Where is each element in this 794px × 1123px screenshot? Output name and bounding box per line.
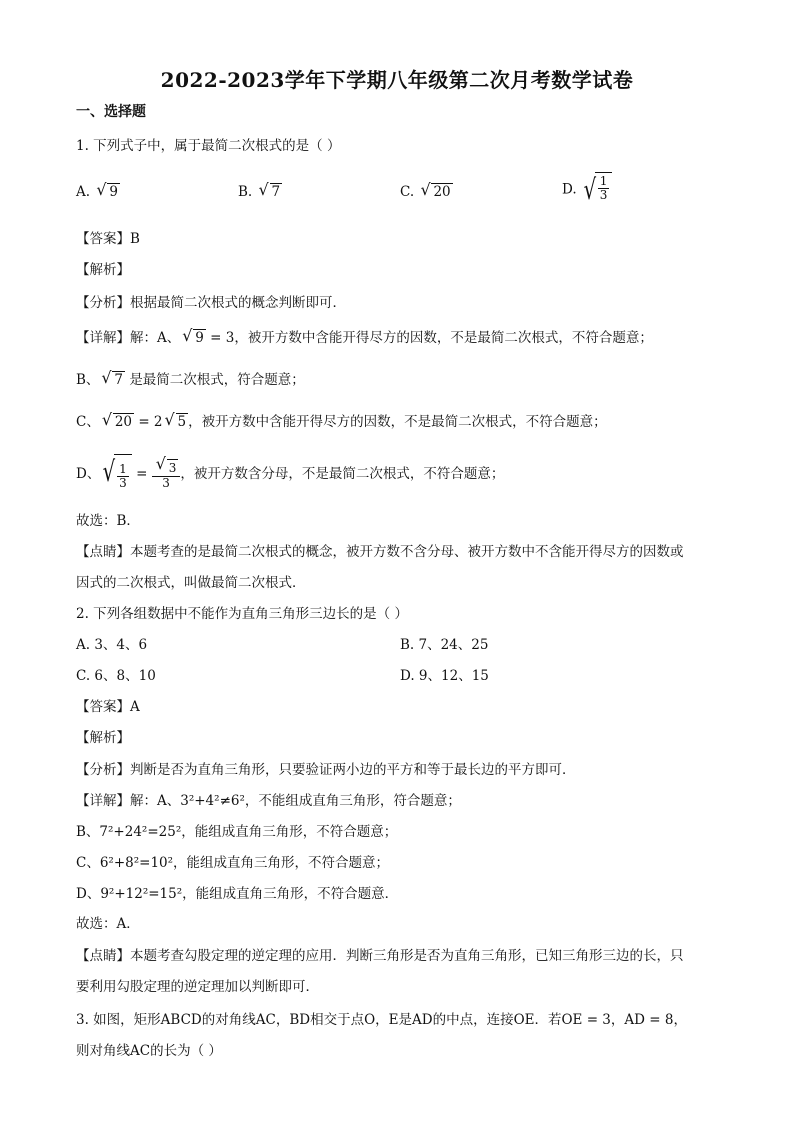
detail-tag: 【详解】	[76, 793, 130, 809]
q1-option-d	[562, 172, 612, 208]
q3-line-2: 则对角线AC的长为（ ）	[76, 1043, 222, 1059]
q1-option-c	[400, 182, 453, 202]
q3-line-1: 3. 如图，矩形ABCD的对角线AC，BD相交于点O，E是AD的中点，连接OE．若OE = 3，AD = 8，	[76, 1012, 687, 1028]
fraction	[152, 459, 181, 490]
q2-stem: 2. 下列各组数据中不能作为直角三角形三边长的是（ ）	[76, 606, 408, 622]
detail-prefix: D、	[76, 466, 101, 482]
q1-dianjing-2: 因式的二次根式，叫做最简二次根式．	[76, 575, 306, 591]
q1-choose: 故选：B．	[76, 513, 140, 529]
q2-dianjing-2: 要利用勾股定理的逆定理加以判断即可．	[76, 979, 319, 995]
q2-choose: 故选：A．	[76, 916, 140, 932]
detail-prefix: B、	[76, 372, 100, 388]
radicand: 20	[433, 184, 451, 200]
sqrt-symbol	[165, 412, 189, 432]
detail-prefix: 解：A、	[130, 330, 181, 346]
sqrt-symbol	[101, 370, 125, 390]
equation: = 3	[210, 330, 235, 346]
radicand: 9	[109, 184, 118, 200]
q1-answer	[76, 229, 140, 249]
q2-analysis-tag: 【解析】	[76, 730, 130, 746]
q2-option-b: B. 7、24、25	[400, 637, 489, 653]
q1-option-a	[76, 182, 120, 202]
detail-text: ，被开方数中含能开得尽方的因数，不是最简二次根式，不符合题意；	[234, 330, 653, 346]
q1-option-b	[238, 182, 282, 202]
answer-value: A	[130, 699, 140, 715]
equation: = 2	[138, 414, 163, 430]
fenxi-tag: 【分析】	[76, 762, 130, 778]
denominator: 3	[162, 476, 170, 490]
q1-detail-c	[76, 412, 607, 432]
detail-prefix: C、	[76, 414, 100, 430]
q2-option-a: A. 3、4、6	[76, 637, 148, 653]
sqrt-symbol	[259, 182, 283, 202]
answer-value: B	[130, 231, 140, 247]
answer-tag: 【答案】	[76, 231, 130, 247]
radicand: 7	[114, 372, 124, 388]
numerator: 1	[599, 174, 608, 188]
radicand: 20	[114, 414, 133, 430]
q2-fenxi	[76, 760, 576, 780]
section-choice: 一、选择题	[76, 104, 146, 120]
q1-detail-a	[76, 328, 653, 348]
sqrt-symbol	[102, 412, 134, 432]
sqrt-symbol	[420, 182, 452, 202]
dianjing-text: 本题考查的是最简二次根式的概念，被开方数不含分母、被开方数中不含能开得尽方的因数或	[130, 544, 684, 560]
detail-text: ，被开方数含分母，不是最简二次根式，不符合题意；	[180, 466, 505, 482]
q2-detail-b: B、7²+24²=25²，能组成直角三角形，不符合题意；	[76, 824, 398, 840]
detail-text: ，被开方数中含能开得尽方的因数，不是最简二次根式，不符合题意；	[188, 414, 607, 430]
q1-fenxi	[76, 293, 346, 313]
radicand: 5	[177, 414, 187, 430]
equation: =	[136, 466, 148, 482]
dianjing-text: 本题考查勾股定理的逆定理的应用．判断三角形是否为直角三角形，已知三角形三边的长，只	[130, 948, 684, 964]
q2-answer	[76, 697, 140, 717]
option-label: B.	[238, 184, 253, 200]
dianjing-tag: 【点睛】	[76, 948, 130, 964]
numerator: 1	[119, 462, 127, 476]
sqrt-symbol	[96, 182, 120, 202]
answer-tag: 【答案】	[76, 699, 130, 715]
q1-dianjing-1	[76, 542, 684, 562]
option-label: A.	[76, 184, 91, 200]
denominator: 3	[119, 476, 127, 490]
q2-option-d: D. 9、12、15	[400, 668, 489, 684]
fenxi-tag: 【分析】	[76, 295, 130, 311]
exam-title: 2022-2023学年下学期八年级第二次月考数学试卷	[160, 68, 634, 92]
q2-detail-a	[76, 791, 461, 811]
q1-analysis-tag: 【解析】	[76, 262, 130, 278]
q2-detail-c: C、6²+8²=10²，能组成直角三角形，不符合题意；	[76, 855, 390, 871]
q2-option-c: C. 6、8、10	[76, 668, 156, 684]
detail-tag: 【详解】	[76, 330, 130, 346]
q2-detail-d: D、9²+12²=15²，能组成直角三角形，不符合题意．	[76, 886, 399, 902]
option-label: D.	[562, 181, 577, 198]
option-label: C.	[400, 184, 415, 200]
radicand: 7	[271, 184, 281, 200]
sqrt-symbol	[182, 328, 206, 348]
denominator: 3	[599, 188, 608, 202]
radicand: 9	[195, 330, 204, 346]
dianjing-tag: 【点睛】	[76, 544, 130, 560]
q2-dianjing-1	[76, 946, 684, 966]
fenxi-text: 根据最简二次根式的概念判断即可．	[130, 295, 346, 311]
sqrt-symbol: √ $\frac{1}{3}$	[100, 454, 131, 495]
sqrt-symbol: √ $\frac{1}{3}$	[581, 172, 612, 208]
fenxi-text: 判断是否为直角三角形，只要验证两小边的平方和等于最长边的平方即可．	[130, 762, 576, 778]
q1-stem: 1. 下列式子中，属于最简二次根式的是（ ）	[76, 138, 341, 154]
radicand: 3	[168, 461, 177, 475]
q1-detail-d	[76, 454, 504, 495]
q1-detail-b	[76, 370, 305, 390]
sqrt-symbol	[156, 459, 179, 476]
detail-text: 解：A、3²+4²≠6²，不能组成直角三角形，符合题意；	[130, 793, 461, 809]
detail-text: 是最简二次根式，符合题意；	[129, 372, 305, 388]
